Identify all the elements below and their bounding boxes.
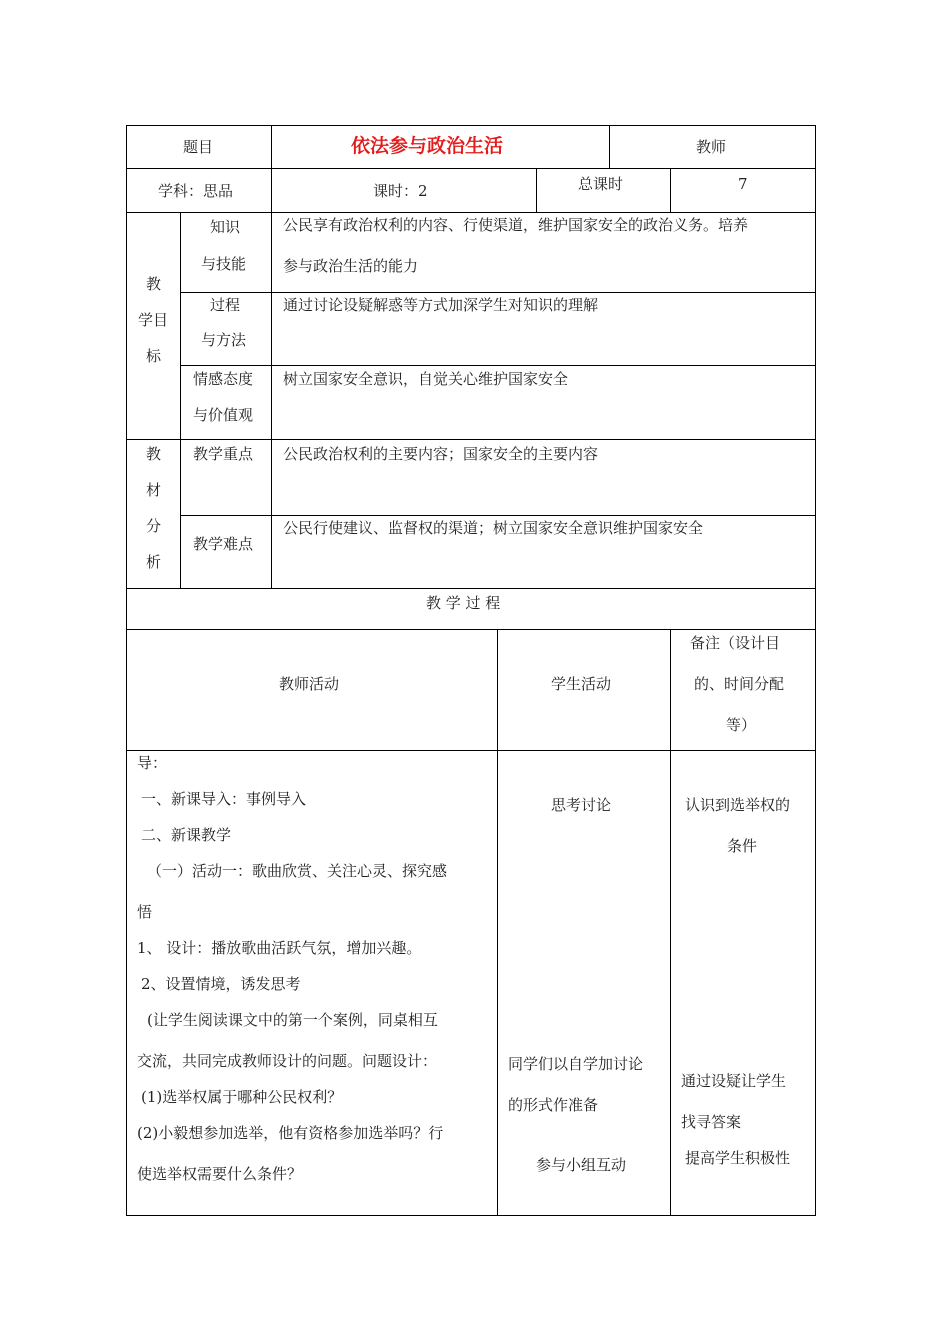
col-divider — [670, 168, 671, 213]
teacher-activity-line: (1)选举权属于哪种公民权利？ — [141, 1088, 343, 1106]
objective-label-line: 与方法 — [201, 331, 247, 349]
period-label: 课时：2 — [373, 182, 428, 200]
student-activity-line: 的形式作准备 — [508, 1096, 599, 1114]
section-label-line: 材 — [146, 481, 162, 499]
note-line: 通过设疑让学生 — [681, 1072, 787, 1090]
note-line: 找寻答案 — [681, 1113, 742, 1131]
teacher-activity-line: 悟 — [137, 903, 153, 921]
objective-content-line: 参与政治生活的能力 — [283, 257, 419, 275]
teacher-activity-line: （一）活动一：歌曲欣赏、关注心灵、探究感 — [147, 862, 448, 880]
table-border-left — [126, 125, 127, 1216]
row-divider — [180, 515, 816, 516]
notes-header-line: 等） — [726, 716, 757, 734]
objective-content-line: 通过讨论设疑解惑等方式加深学生对知识的理解 — [283, 296, 599, 314]
col-divider — [536, 168, 537, 213]
total-periods-label: 总课时 — [578, 175, 624, 193]
teacher-activity-line: 1、 设计：播放歌曲活跃气氛，增加兴趣。 — [137, 939, 422, 957]
objective-label-line: 情感态度 — [193, 370, 254, 388]
topic-label: 题目 — [183, 138, 214, 156]
row-divider — [180, 365, 816, 366]
student-activity-line: 思考讨论 — [551, 796, 612, 814]
notes-header-line: 的、时间分配 — [694, 675, 785, 693]
key-point-label: 教学重点 — [193, 445, 254, 463]
row-divider — [126, 588, 816, 589]
section-label-line: 分 — [146, 517, 162, 535]
table-border-right — [815, 125, 816, 1216]
teacher-activity-line: 一、新课导入：事例导入 — [141, 790, 307, 808]
teacher-activity-line: 导： — [137, 754, 168, 772]
row-divider — [126, 439, 816, 440]
col-divider — [271, 212, 272, 589]
row-divider — [126, 629, 816, 630]
lesson-title: 依法参与政治生活 — [351, 135, 504, 157]
objective-label-line: 与技能 — [201, 255, 247, 273]
student-activity-header: 学生活动 — [551, 675, 612, 693]
student-activity-line: 参与小组互动 — [536, 1156, 627, 1174]
col-divider — [180, 212, 181, 589]
teacher-activity-line: 交流，共同完成教师设计的问题。问题设计： — [137, 1052, 438, 1070]
teacher-label: 教师 — [696, 138, 727, 156]
teacher-activity-header: 教师活动 — [279, 675, 340, 693]
objective-label-line: 知识 — [210, 218, 241, 236]
note-line: 认识到选举权的 — [685, 796, 791, 814]
teacher-activity-line: 二、新课教学 — [141, 826, 232, 844]
objective-label-line: 过程 — [210, 296, 241, 314]
total-periods-value: 7 — [738, 175, 748, 193]
difficulty-label: 教学难点 — [193, 535, 254, 553]
subject-label: 学科：思品 — [158, 182, 234, 200]
notes-header-line: 备注（设计目 — [690, 634, 781, 652]
row-divider — [126, 750, 816, 751]
key-point-content: 公民政治权利的主要内容；国家安全的主要内容 — [283, 445, 599, 463]
teacher-activity-line: 使选举权需要什么条件？ — [137, 1165, 303, 1183]
section-label-line: 教 — [146, 445, 162, 463]
col-divider — [609, 125, 610, 169]
objective-content-line: 公民享有政治权利的内容、行使渠道，维护国家安全的政治义务。培养 — [283, 216, 749, 234]
section-label-line: 标 — [146, 347, 162, 365]
objective-content-line: 树立国家安全意识，自觉关心维护国家安全 — [283, 370, 569, 388]
section-label-line: 学目 — [138, 311, 169, 329]
section-label-line: 析 — [146, 553, 162, 571]
objective-label-line: 与价值观 — [193, 406, 254, 424]
note-line: 提高学生积极性 — [685, 1149, 791, 1167]
col-divider — [271, 125, 272, 213]
section-label-line: 教 — [146, 275, 162, 293]
table-border-top — [126, 125, 816, 126]
teacher-activity-line: 2、设置情境，诱发思考 — [141, 975, 301, 993]
note-line: 条件 — [727, 837, 758, 855]
table-border-bottom — [126, 1215, 816, 1216]
student-activity-line: 同学们以自学加讨论 — [508, 1055, 644, 1073]
col-divider — [497, 629, 498, 1216]
col-divider — [670, 629, 671, 1216]
difficulty-content: 公民行使建议、监督权的渠道；树立国家安全意识维护国家安全 — [283, 519, 704, 537]
process-heading: 教 学 过 程 — [426, 594, 501, 612]
row-divider — [126, 212, 816, 213]
teacher-activity-line: (2)小毅想参加选举，他有资格参加选举吗？行 — [137, 1124, 444, 1142]
teacher-activity-line: (让学生阅读课文中的第一个案例，同桌相互 — [147, 1011, 438, 1029]
row-divider — [126, 168, 816, 169]
row-divider — [180, 292, 816, 293]
